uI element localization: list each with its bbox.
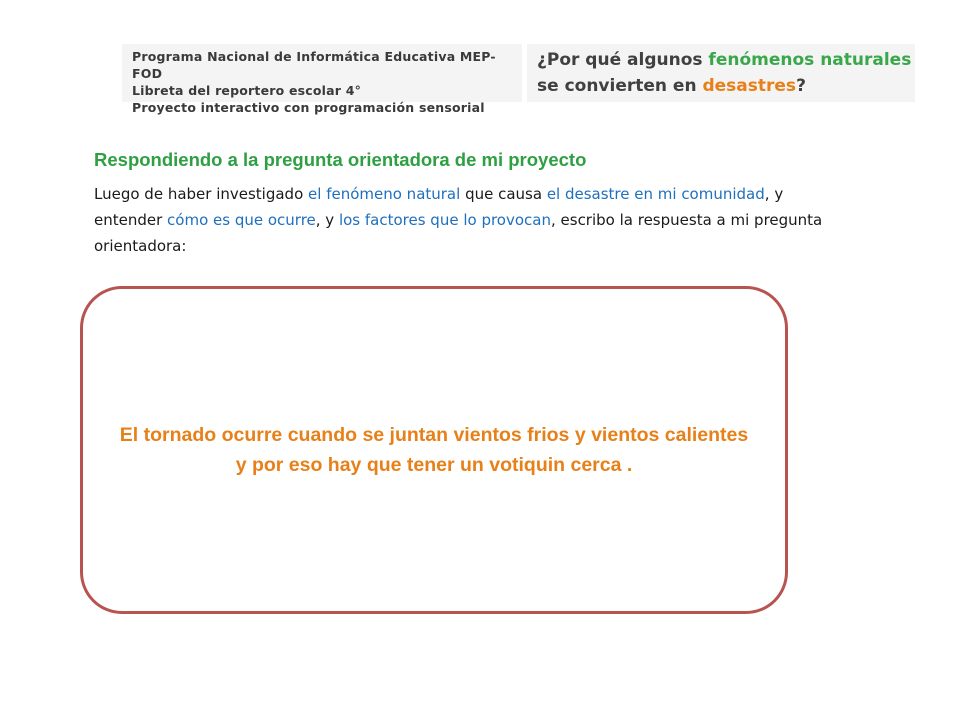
answer-text[interactable]: El tornado ocurre cuando se juntan vientos frios y vientos calientes y por eso hay que tener un votiquin cerca . [119, 424, 749, 476]
notebook-title: Libreta del reportero escolar 4° [132, 83, 362, 98]
program-header [122, 44, 522, 115]
section-heading: Respondiendo a la pregunta orientadora de mi proyecto [94, 149, 587, 170]
instructions-paragraph: Luego de haber investigado el fenómeno natural que causa el desastre en mi comunidad, y entender cómo es que ocurre, y los factores que lo provocan, escribo la respuesta a mi pregunta orientadora: [94, 185, 823, 255]
project-subtitle: Proyecto interactivo con programación sensorial [132, 100, 485, 115]
guiding-question-banner [527, 44, 915, 102]
guiding-question: ¿Por qué algunos fenómenos naturales se convierten en desastres? [537, 50, 912, 96]
program-name: Programa Nacional de Informática Educativa MEP-FOD [132, 49, 496, 81]
answer-box[interactable] [80, 286, 788, 614]
